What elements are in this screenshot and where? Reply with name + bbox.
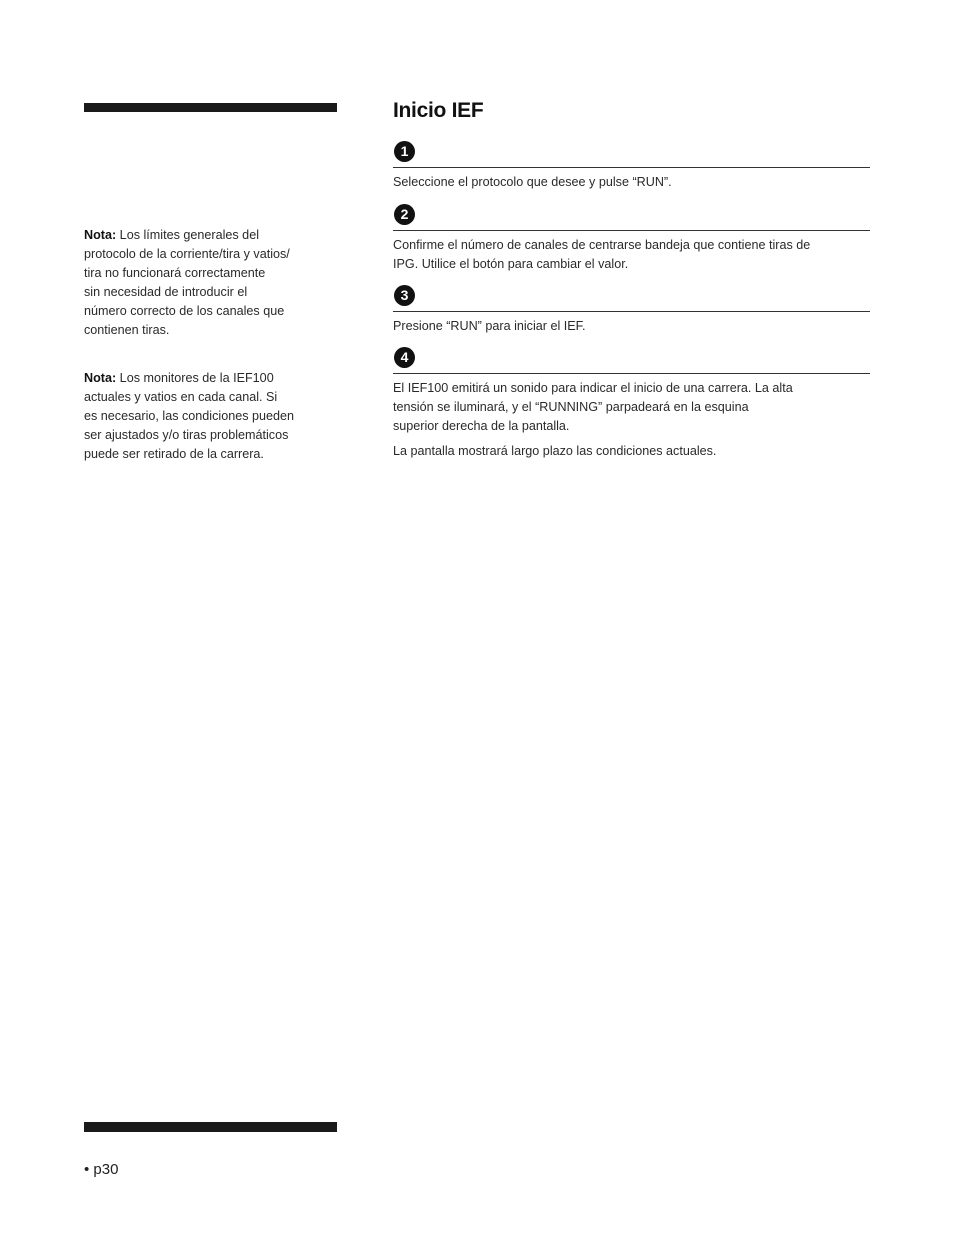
step-number-badge: 4	[394, 347, 415, 368]
footer-rule	[84, 1122, 337, 1132]
step-text-line: tensión se iluminará, y el “RUNNING” parpadeará en la esquina	[393, 400, 749, 414]
step-number-badge: 2	[394, 204, 415, 225]
step-text-line: IPG. Utilice el botón para cambiar el valor.	[393, 257, 629, 271]
note-label: Nota:	[84, 228, 117, 242]
note-text-line: sin necesidad de introducir el	[84, 284, 248, 299]
step-text-line: Confirme el número de canales de centrarse bandeja que contiene tiras de	[393, 238, 811, 252]
step-text-line: El IEF100 emitirá un sonido para indicar el inicio de una carrera. La alta	[393, 381, 793, 395]
note-text-line: protocolo de la corriente/tira y vatios/	[84, 246, 290, 261]
step-number-badge: 1	[394, 141, 415, 162]
note-text-line: contienen tiras.	[84, 322, 170, 337]
step-text	[393, 317, 863, 336]
step-text	[393, 173, 863, 192]
note-text-line: es necesario, las condiciones pueden	[84, 408, 295, 423]
note-label: Nota:	[84, 371, 117, 385]
step-number-badge: 3	[394, 285, 415, 306]
note-text-line: número correcto de los canales que	[84, 303, 285, 318]
step-divider	[393, 230, 870, 231]
step-text-line: superior derecha de la pantalla.	[393, 419, 570, 433]
note-text-line: actuales y vatios en cada canal. Si	[84, 389, 278, 404]
page-number: • p30	[84, 1161, 119, 1178]
step-text	[393, 379, 863, 461]
step-text-line: Seleccione el protocolo que desee y pulse “RUN”.	[393, 175, 672, 189]
step-text	[393, 236, 863, 274]
sidebar-note-2	[84, 369, 319, 464]
step-divider	[393, 311, 870, 312]
step-divider	[393, 167, 870, 168]
step-text-line: La pantalla mostrará largo plazo las condiciones actuales.	[393, 444, 717, 458]
step-text-line: Presione “RUN” para iniciar el IEF.	[393, 319, 586, 333]
page-title: Inicio IEF	[393, 99, 484, 122]
step-divider	[393, 373, 870, 374]
note-text-line: tira no funcionará correctamente	[84, 265, 266, 280]
note-text-line: puede ser retirado de la carrera.	[84, 446, 264, 461]
sidebar-note-1	[84, 226, 319, 339]
header-rule	[84, 103, 337, 112]
note-text-line: Los monitores de la IEF100	[116, 371, 274, 385]
note-text-line: Los límites generales del	[116, 228, 259, 242]
note-text-line: ser ajustados y/o tiras problemáticos	[84, 427, 289, 442]
